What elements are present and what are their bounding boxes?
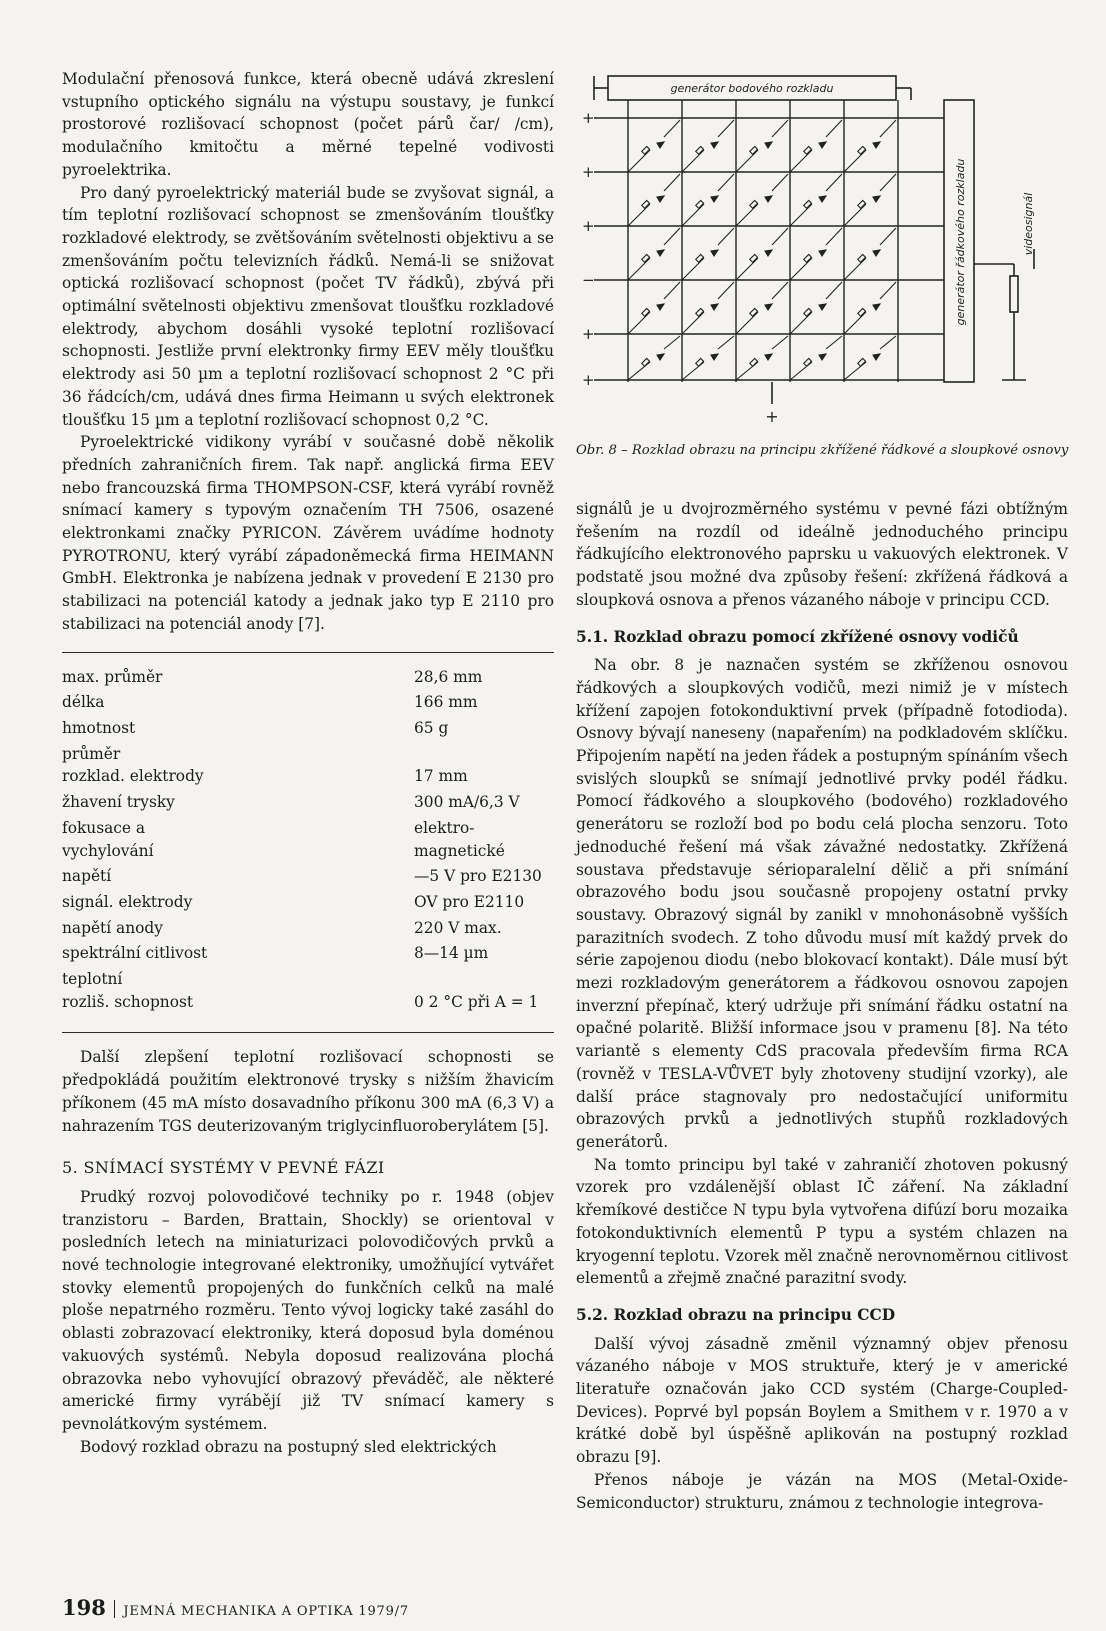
diode-symbol bbox=[873, 304, 880, 310]
photo-element bbox=[750, 254, 758, 262]
photo-element bbox=[642, 308, 650, 316]
spec-label: napětí anody bbox=[62, 918, 163, 937]
journal-title: JEMNÁ MECHANIKA A OPTIKA 1979/7 bbox=[123, 1604, 409, 1619]
spec-label: spektrální citlivost bbox=[62, 944, 208, 963]
spec-row bbox=[62, 865, 554, 891]
spec-row bbox=[62, 691, 554, 717]
left-column bbox=[62, 68, 554, 1458]
diode-cells bbox=[628, 120, 896, 380]
photo-element bbox=[804, 146, 812, 154]
diode-symbol bbox=[819, 196, 826, 202]
photo-element bbox=[750, 146, 758, 154]
diode-symbol bbox=[765, 196, 772, 202]
bottom-sign: + bbox=[765, 407, 779, 426]
diode-lead bbox=[826, 228, 842, 245]
diode-symbol bbox=[657, 304, 664, 310]
load-resistor bbox=[1010, 276, 1018, 312]
diode-lead bbox=[826, 336, 842, 349]
page-footer bbox=[62, 1595, 409, 1620]
table-top-rule bbox=[62, 652, 554, 653]
spec-label: napětí bbox=[62, 867, 112, 886]
spec-label: žhavení trysky bbox=[62, 793, 175, 812]
diode-lead bbox=[844, 204, 866, 226]
diode-lead bbox=[772, 174, 788, 191]
spec-label: signál. elektrody bbox=[62, 892, 193, 911]
spec-row bbox=[62, 942, 554, 968]
paragraph: Modulační přenosová funkce, která obecně udává zkreslení vstupního optického signálu na výstupu soustavy, je funkcí prostorové rozlišovací schopnost (počet párů čar/ /cm), modulačního kmitočtu a měrné tepelné vodivosti pyroelektrika. bbox=[62, 70, 554, 179]
diode-symbol bbox=[873, 354, 880, 360]
diode-symbol bbox=[819, 304, 826, 310]
row-sign: + bbox=[582, 217, 595, 235]
diode-symbol bbox=[819, 142, 826, 148]
spec-row bbox=[62, 917, 554, 943]
diode-symbol bbox=[711, 304, 718, 310]
diode-lead bbox=[682, 204, 704, 226]
spec-label: max. průměr bbox=[62, 667, 163, 686]
diode-lead bbox=[628, 258, 650, 280]
subsection-heading: 5.2. Rozklad obrazu na principu CCD bbox=[576, 1305, 896, 1324]
diode-lead bbox=[736, 150, 758, 172]
diode-lead bbox=[880, 282, 896, 299]
photo-element bbox=[804, 358, 812, 366]
spec-value: 8—14 µm bbox=[414, 944, 489, 963]
spec-value: 300 mA/6,3 V bbox=[414, 793, 520, 812]
photo-element bbox=[750, 200, 758, 208]
photo-element bbox=[642, 146, 650, 154]
diode-lead bbox=[736, 204, 758, 226]
row-sign: + bbox=[582, 371, 595, 389]
paragraph: Pro daný pyroelektrický materiál bude se zvyšovat signál, a tím teplotní rozlišovací schopnost se zmenšováním tloušťky rozkladové elektrody, se zvětšováním světelnosti objektivu a se zmenšováním počtu televizních řádků. Nemá-li se snižovat optická rozlišovací schopnost (počet TV řádků), zbývá při optimální světelnosti objektivu zmenšovat tloušťku rozkladové elektrody, abychom dosáhli vysoké teplotní rozlišovací schopnosti. Jestliže první elektronky firmy EEV měly tloušťku elektrody asi 50 µm a teplotní rozlišovací schopnost 2 °C při 36 řádcích/cm, udává dnes firma Heimann u svých elektronek tloušťku 15 µm a teplotní rozlišovací schopnost 0,2 °C. bbox=[62, 183, 554, 429]
subsection-heading: 5.1. Rozklad obrazu pomocí zkřížené osnovy vodičů bbox=[576, 627, 1019, 646]
diode-lead bbox=[880, 336, 896, 349]
diode-lead bbox=[664, 174, 680, 191]
row-sign: + bbox=[582, 163, 595, 181]
diode-symbol bbox=[657, 354, 664, 360]
right-column bbox=[576, 498, 1068, 1514]
figure-caption: Obr. 8 – Rozklad obrazu na principu zkřížené řádkové a sloupkové osnovy bbox=[576, 443, 1069, 458]
paragraph: Na obr. 8 je naznačen systém se zkříženou osnovou řádkových a sloupkových vodičů, mezi nimiž je v místech křížení zapojen fotokonduktivní prvek (případně fotodioda). Osnovy bývají naneseny (napařením) na podkladovém sklíčku. Připojením napětí na jeden řádek a postupným spínáním všech svislých sloupků se snímají jednotlivé prvky podél řádku. Pomocí řádkového a sloupkového (bodového) rozkladového generátoru se rozloží bod po bodu celá plocha senzoru. Toto jednoduché řešení má však závažné nedostatky. Zkřížená soustava představuje sérioparalelní dělič a při snímání obrazového bodu jsou současně propojeny ostatní prvky soustavy. Obrazový signál by zanikl v mnohonásobně vyšších parazitních svodech. Z toho důvodu musí mít každý prvek do série zapojenou diodu (nebo blokovací kontakt). Dále musí být mezi rozkladovým generátorem a řádkovou osnovou zapojen inverzní přepínač, který udržuje při snímání řádku ostatní na opačné polaritě. Bližší informace jsou v pramenu [8]. Na této variantě s elementy CdS pracovala především firma RCA (rovněž v TESLA-VŮVET byly zhotoveny studijní vzorky), ale další práce stagnovaly pro nedostačující uniformitu obrazových prvků a jednotlivých stupňů rozkladových generátorů. bbox=[576, 656, 1068, 1151]
paragraph: Přenos náboje je vázán na MOS (Metal-Oxide-Semiconductor) strukturu, známou z technologie integrova- bbox=[576, 1470, 1068, 1512]
photo-element bbox=[696, 254, 704, 262]
photo-element bbox=[858, 254, 866, 262]
diode-lead bbox=[736, 258, 758, 280]
diode-lead bbox=[718, 336, 734, 349]
photo-element bbox=[642, 200, 650, 208]
diode-lead bbox=[718, 282, 734, 299]
spec-value: OV pro E2110 bbox=[414, 892, 525, 911]
diode-lead bbox=[772, 120, 788, 137]
spec-row bbox=[62, 717, 554, 743]
diode-symbol bbox=[819, 354, 826, 360]
row-sign: + bbox=[582, 109, 595, 127]
diode-symbol bbox=[765, 304, 772, 310]
diode-lead bbox=[844, 258, 866, 280]
photo-element bbox=[696, 308, 704, 316]
spec-row bbox=[62, 817, 554, 865]
photo-element bbox=[696, 146, 704, 154]
diode-lead bbox=[826, 120, 842, 137]
diode-lead bbox=[772, 282, 788, 299]
row-sign: − bbox=[582, 271, 595, 289]
photo-element bbox=[750, 358, 758, 366]
diode-symbol bbox=[765, 142, 772, 148]
diode-lead bbox=[880, 228, 896, 245]
row-sign: + bbox=[582, 325, 595, 343]
spec-label: průměr rozklad. elektrody bbox=[62, 744, 204, 786]
diode-lead bbox=[718, 228, 734, 245]
photo-element bbox=[804, 308, 812, 316]
photo-element bbox=[858, 200, 866, 208]
diode-lead bbox=[826, 174, 842, 191]
diagram-labels bbox=[582, 109, 595, 389]
paragraph: Prudký rozvoj polovodičové techniky po r. 1948 (objev tranzistoru – Barden, Brattain, Shockly) se orientoval v posledních letech na miniaturizaci polovodičových prvků a nové technologie integrované elektroniky, umožňující vytvářet stovky elementů propojených do funkčních celků na malé ploše nepatrného rozměru. Tento vývoj logicky také zasáhl do oblasti zobrazovací elektroniky, která doposud byla doménou vakuových systémů. Nebyla doposud realizována plochá obrazovka nebo vyhovující obrazový převáděč, ale některé americké firmy vyrábějí již TV snímací kamery s pevnolátkovým systémem. bbox=[62, 1187, 554, 1433]
paragraph: Na tomto principu byl také v zahraničí zhotoven pokusný vzorek pro vzdálenější oblast IČ záření. Na základní křemíkové destičce N typu byla vytvořena difúzí boru mozaika fotokonduktivních elementů P typu a systém chlazen na kryogenní teplotu. Vzorek měl značně nerovnoměrnou citlivost elementů a zřejmě značné parazitní svody. bbox=[576, 1155, 1068, 1288]
spec-label: hmotnost bbox=[62, 718, 136, 737]
diode-lead bbox=[628, 150, 650, 172]
spec-row bbox=[62, 743, 554, 791]
spec-row bbox=[62, 666, 554, 692]
photo-element bbox=[642, 358, 650, 366]
diode-lead bbox=[790, 258, 812, 280]
paragraph: signálů je u dvojrozměrného systému v pevné fázi obtížným řešením na rozdíl od ideálně jednoduchého principu řádkujícího elektronového paprsku u vakuových elektronek. V podstatě jsou možné dva způsoby řešení: zkřížená řádková a sloupková osnova a přenos vázaného náboje v principu CCD. bbox=[576, 500, 1068, 609]
table-bottom-rule bbox=[62, 1032, 554, 1033]
paragraph: Pyroelektrické vidikony vyrábí v současné době několik předních zahraničních firem. Tak např. anglická firma EEV nebo francouzská firma THOMPSON-CSF, která vyrábí rovněž snímací kamery s typovým označením TH 7506, osazené elektronkami značky PYRICON. Závěrem uvádíme hodnoty PYROTRONU, který vyrábí západoněmecká firma HEIMANN GmbH. Elektronka je nabízena jednak v provedení E 2130 pro stabilizaci na potenciál katody a jednak jako typ E 2110 pro stabilizaci na potenciál anody [7]. bbox=[62, 433, 554, 633]
diode-symbol bbox=[711, 250, 718, 256]
spec-label: teplotní rozliš. schopnost bbox=[62, 970, 194, 1011]
spec-value: 17 mm bbox=[414, 767, 468, 786]
photo-element bbox=[804, 200, 812, 208]
footer-divider bbox=[114, 1600, 116, 1618]
diode-lead bbox=[718, 174, 734, 191]
diode-lead bbox=[682, 150, 704, 172]
diode-lead bbox=[790, 204, 812, 226]
photo-element bbox=[696, 200, 704, 208]
spec-row bbox=[62, 968, 554, 1016]
spec-value: 166 mm bbox=[414, 693, 478, 712]
photo-element bbox=[750, 308, 758, 316]
diode-lead bbox=[844, 312, 866, 334]
spec-value: 28,6 mm bbox=[414, 667, 483, 686]
diode-lead bbox=[664, 336, 680, 349]
diode-lead bbox=[718, 120, 734, 137]
diode-lead bbox=[664, 228, 680, 245]
diode-lead bbox=[664, 282, 680, 299]
diode-lead bbox=[628, 204, 650, 226]
photo-element bbox=[858, 146, 866, 154]
diode-lead bbox=[772, 228, 788, 245]
diode-lead bbox=[790, 312, 812, 334]
diode-symbol bbox=[657, 196, 664, 202]
photo-element bbox=[642, 254, 650, 262]
videosignal-label: videosignál bbox=[1022, 192, 1035, 256]
photo-element bbox=[696, 358, 704, 366]
diode-lead bbox=[736, 312, 758, 334]
diode-lead bbox=[682, 312, 704, 334]
diode-symbol bbox=[873, 250, 880, 256]
diode-lead bbox=[880, 174, 896, 191]
photo-element bbox=[804, 254, 812, 262]
paragraph: Bodový rozklad obrazu na postupný sled elektrických bbox=[80, 1437, 497, 1456]
diode-lead bbox=[772, 336, 788, 349]
photo-element bbox=[858, 308, 866, 316]
diode-symbol bbox=[711, 196, 718, 202]
spec-value: 220 V max. bbox=[414, 918, 502, 937]
diode-symbol bbox=[873, 196, 880, 202]
diode-symbol bbox=[711, 142, 718, 148]
diode-symbol bbox=[657, 142, 664, 148]
diode-lead bbox=[790, 150, 812, 172]
spec-label: délka bbox=[62, 693, 105, 712]
photo-element bbox=[858, 358, 866, 366]
diode-lead bbox=[628, 312, 650, 334]
spec-value: elektro- magnetické bbox=[414, 818, 505, 860]
paragraph: Další vývoj zásadně změnil významný objev přenosu vázaného náboje v MOS struktuře, který je v americké literatuře označován jako CCD systém (Charge-Coupled-Devices). Poprvé byl popsán Boylem a Smithem v r. 1970 a v krátké době byl úspěšně aplikován na postupný rozklad obrazu [9]. bbox=[576, 1334, 1068, 1467]
diode-symbol bbox=[819, 250, 826, 256]
paragraph: Další zlepšení teplotní rozlišovací schopnosti se předpokládá použitím elektronové trysky s nižším žhavicím příkonem (45 mA místo dosavadního příkonu 300 mA (6,3 V) a nahrazením TGS deuterizovaným triglycinfluoroberylátem [5]. bbox=[62, 1048, 554, 1135]
top-generator-label: generátor bodového rozkladu bbox=[670, 82, 834, 95]
spec-value: —5 V pro E2130 bbox=[414, 867, 542, 886]
circuit-diagram bbox=[576, 64, 1076, 434]
spec-value: 65 g bbox=[414, 718, 449, 737]
page-number: 198 bbox=[62, 1595, 106, 1620]
diode-lead bbox=[682, 258, 704, 280]
figure-crossbar-diagram bbox=[576, 64, 1076, 434]
diode-symbol bbox=[765, 250, 772, 256]
diode-symbol bbox=[711, 354, 718, 360]
diode-symbol bbox=[657, 250, 664, 256]
right-generator-label: generátor řádkového rozkladu bbox=[954, 158, 967, 326]
section-heading: 5. SNÍMACÍ SYSTÉMY V PEVNÉ FÁZI bbox=[62, 1158, 385, 1178]
diode-lead bbox=[826, 282, 842, 299]
diode-lead bbox=[844, 150, 866, 172]
diode-lead bbox=[664, 120, 680, 137]
spec-table bbox=[62, 666, 554, 1017]
spec-value: 0 2 °C při A = 1 bbox=[414, 992, 539, 1011]
diode-lead bbox=[880, 120, 896, 137]
spec-row bbox=[62, 791, 554, 817]
diode-symbol bbox=[873, 142, 880, 148]
spec-label: fokusace a vychylování bbox=[62, 818, 154, 860]
spec-row bbox=[62, 891, 554, 917]
diode-symbol bbox=[765, 354, 772, 360]
